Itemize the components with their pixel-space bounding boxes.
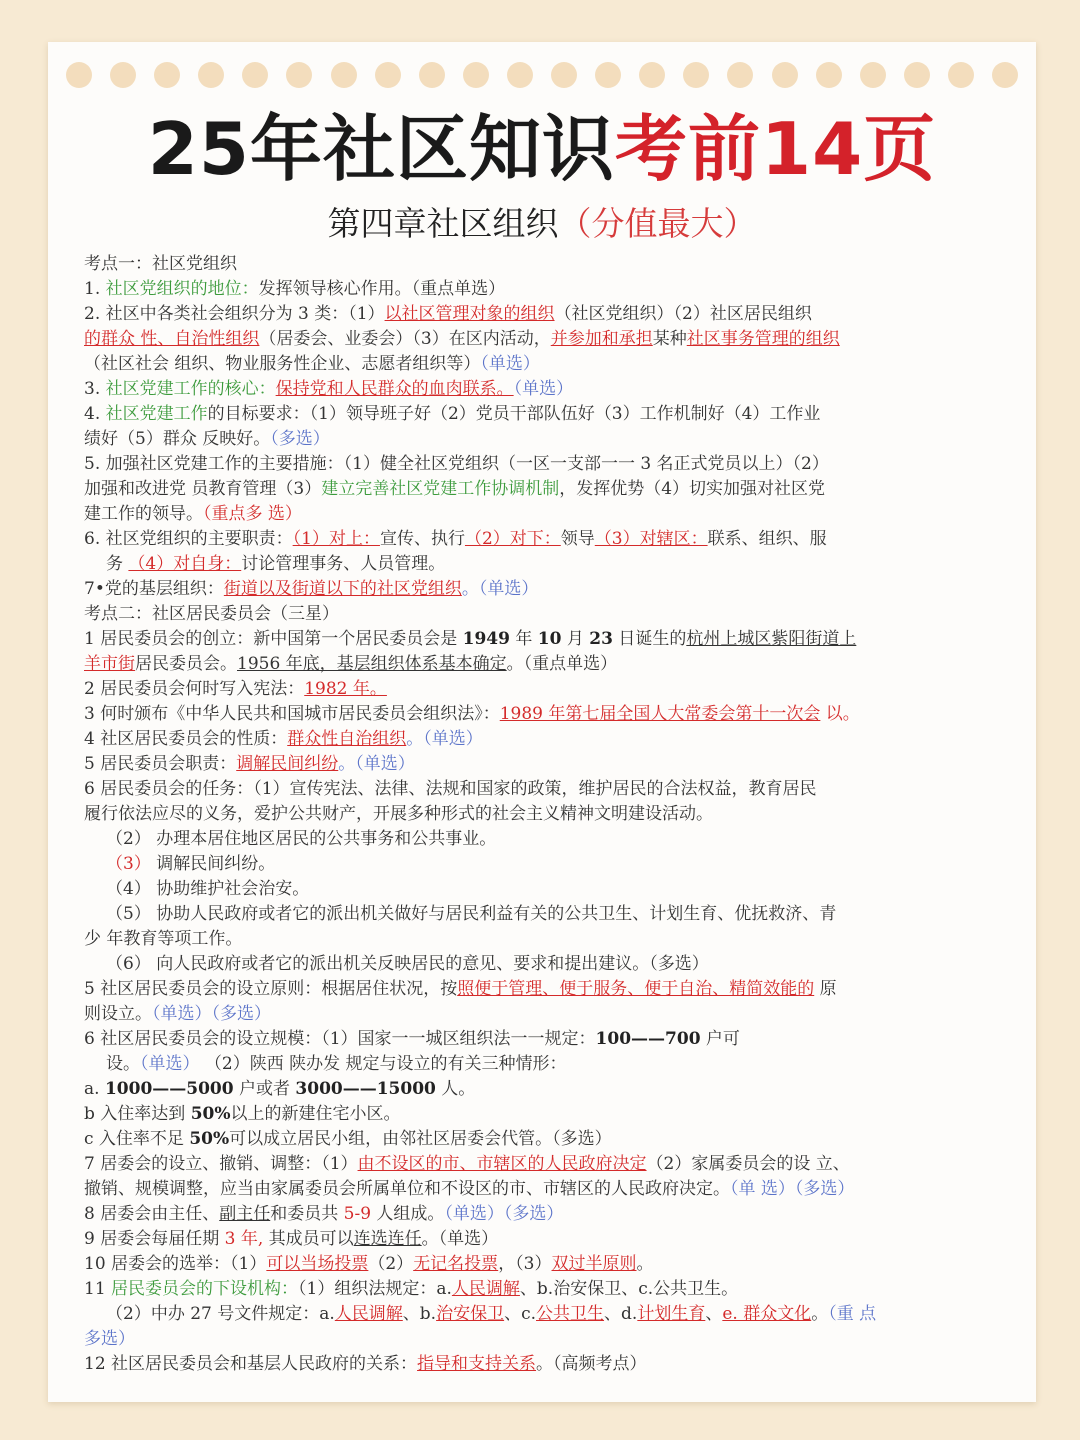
binder-hole [683, 62, 709, 88]
note-text: （重点多 选） [203, 504, 302, 524]
note-text: 加强和改进党 员教育管理（3） [84, 479, 322, 499]
note-text: 。 [811, 1304, 829, 1324]
note-text: 则设立。 [84, 1004, 152, 1024]
note-line [84, 1302, 1024, 1327]
note-text: 4. [84, 404, 106, 424]
note-text: 群众性自治组织 [287, 729, 407, 749]
note-text: ，（3） [498, 1254, 552, 1274]
note-text: 讨论管理事务、人员管理。 [241, 554, 446, 574]
note-text: 3. [84, 379, 106, 399]
note-text: （2）对下： [464, 529, 561, 549]
note-text: 、b. [402, 1304, 437, 1324]
note-line [84, 652, 1024, 677]
note-text: （6） 向人民政府或者它的派出机关反映居民的意见、要求和提出建议。（多选） [106, 954, 709, 974]
note-text: ，发挥优势（4）切实加强对社区党 [559, 479, 826, 499]
note-text: 。（高频考点） [536, 1354, 647, 1374]
note-text: 考点一：社区党组织 [84, 254, 237, 274]
note-line [84, 902, 1024, 927]
note-line [84, 1102, 1024, 1127]
note-text: 计划生育 [637, 1304, 706, 1324]
note-line [84, 677, 1024, 702]
note-text: 领导 [560, 529, 595, 549]
note-text: 年 [509, 629, 538, 649]
note-text: （重 点 [828, 1304, 877, 1324]
note-line [84, 552, 1024, 577]
note-text: 、b.治安保卫、c.公共卫生。 [519, 1279, 739, 1299]
note-text: 7•党的基层组织： [84, 579, 224, 599]
note-line [84, 852, 1024, 877]
note-text: 3 年, [224, 1229, 264, 1249]
note-text: 10 [537, 629, 562, 649]
binder-hole [772, 62, 798, 88]
note-text: 少 年教育等项工作。 [84, 929, 243, 949]
note-text: 100——700 [595, 1029, 701, 1049]
title-main: 25年社区知识 [147, 107, 615, 191]
binder-hole [419, 62, 445, 88]
note-text: c 入住率不足 [84, 1129, 190, 1149]
note-text: 履行依法应尽的义务，爱护公共财产，开展多种形式的社会主义精神文明建设活动。 [84, 804, 713, 824]
notes-body [84, 252, 1024, 1377]
note-text: 建工作的领导。 [84, 504, 203, 524]
note-text: 。（重点单选） [506, 654, 618, 674]
note-text: 某种 [652, 329, 687, 349]
note-text: 建立完善社区党建工作协调机制 [321, 479, 560, 499]
note-text: 1989 年第七届全国人大常委会第十一次会 [499, 704, 821, 724]
note-text: 无记名投票 [413, 1254, 499, 1274]
note-text: （1）组织法规定：a. [298, 1279, 452, 1299]
note-text: （多选） [270, 429, 330, 449]
note-text: 以社区管理对象的组织 [384, 304, 555, 324]
note-text: 户或者 [233, 1079, 296, 1099]
note-line [84, 727, 1024, 752]
note-text: 考点二：社区居民委员会（三星） [84, 604, 339, 624]
note-text: （单选）（多选） [152, 1004, 271, 1024]
note-text: 1 居民委员会的创立：新中国第一个居民委员会是 [84, 629, 463, 649]
note-text: 社区党建工作的核心： [105, 379, 276, 399]
note-text: 务 [106, 554, 129, 574]
binder-hole [375, 62, 401, 88]
binder-hole [551, 62, 577, 88]
note-text: 1982 年。 [304, 679, 387, 699]
note-text: （社区社会 组织、物业服务性企业、志愿者组织等） [84, 354, 481, 374]
binder-hole [198, 62, 224, 88]
note-text: 6. 社区党组织的主要职责： [84, 529, 293, 549]
note-text: （2）中办 27 号文件规定：a. [106, 1304, 335, 1324]
note-text: 人民调解 [334, 1304, 403, 1324]
note-text: （单选） [140, 1054, 200, 1074]
note-text: （单选） [480, 354, 540, 374]
note-text: （1）对上： [292, 529, 380, 549]
note-text: （4） 协助维护社会治安。 [106, 879, 310, 899]
note-text: 1956 年底，基层组织体系基本确定 [237, 654, 507, 674]
note-text: 照便于管理、便于服务、便于自治、精简效能的 [457, 979, 815, 999]
note-text: 可以成立居民小组，由邻社区居委会代管。（多选） [229, 1129, 612, 1149]
note-line [84, 427, 1024, 452]
binder-hole [463, 62, 489, 88]
note-text: 的群众 性、自治性组织 [84, 329, 260, 349]
binder-hole [110, 62, 136, 88]
page-title [48, 104, 1036, 194]
note-text: 50% [189, 1129, 230, 1149]
note-text: （单选）（多选） [444, 1204, 564, 1224]
note-text: （2） [368, 1254, 414, 1274]
note-line [84, 1152, 1024, 1177]
binder-hole [860, 62, 886, 88]
note-text: 5-9 [343, 1204, 372, 1224]
note-text: 户可 [700, 1029, 740, 1049]
note-text: 发挥领导核心作用。（重点单选） [258, 279, 506, 299]
note-line [84, 752, 1024, 777]
note-text: 人民调解 [451, 1279, 520, 1299]
binder-holes [66, 62, 1018, 88]
note-text: 由不设区的市、市辖区的人民政府决定 [357, 1154, 647, 1174]
note-line [84, 327, 1024, 352]
note-text: 指导和支持关系 [417, 1354, 537, 1374]
note-text: 以。 [820, 704, 860, 724]
note-text: 月 [561, 629, 590, 649]
note-line [84, 1127, 1024, 1152]
note-text: 。（单选） [421, 1229, 499, 1249]
note-line [84, 927, 1024, 952]
note-line [84, 1177, 1024, 1202]
note-line [84, 802, 1024, 827]
note-text: 1000——5000 [104, 1079, 234, 1099]
note-line [84, 1027, 1024, 1052]
binder-hole [154, 62, 180, 88]
note-line [84, 777, 1024, 802]
note-text: 调解民间纠纷。 [150, 854, 276, 874]
binder-hole [286, 62, 312, 88]
chapter-title: 第四章社区组织 [327, 204, 559, 243]
note-text: 10 居委会的选举：（1） [84, 1254, 267, 1274]
title-highlight: 考前14页 [615, 107, 937, 191]
note-text: 1949 [462, 629, 510, 649]
note-line [84, 577, 1024, 602]
note-text: 2 居民委员会何时写入宪法： [84, 679, 305, 699]
note-text: 人。 [435, 1079, 476, 1099]
note-text: 。（单选） [406, 729, 483, 749]
note-text: 、 [705, 1304, 723, 1324]
note-text: 1. [84, 279, 106, 299]
note-line [84, 602, 1024, 627]
note-text: 6 居民委员会的任务：（1）宣传宪法、法律、法规和国家的政策，维护居民的合法权益，教育居民 [84, 779, 817, 799]
note-text: 5. 加强社区党建工作的主要措施：（1）健全社区党组织（一区一支部一一 3 名正式党员以上）（2） [84, 454, 829, 474]
note-text: 以上的新建住宅小区。 [230, 1104, 401, 1124]
note-text: 。（单选） [338, 754, 415, 774]
note-text: 街道以及街道以下的社区党组织 [223, 579, 462, 599]
note-line [84, 452, 1024, 477]
note-text: 11 [84, 1279, 112, 1299]
note-text: 3000——15000 [295, 1079, 436, 1099]
note-text: 8 居委会由主任、 [84, 1204, 220, 1224]
note-text: 3 何时颁布《中华人民共和国城市居民委员会组织法》： [84, 704, 500, 724]
note-line [84, 627, 1024, 652]
note-text: 23 [589, 629, 613, 649]
note-text: （3）对辖区： [594, 529, 708, 549]
note-text: 人组成。 [371, 1204, 445, 1224]
note-line [84, 302, 1024, 327]
binder-hole [331, 62, 357, 88]
note-text: 5 居民委员会职责： [84, 754, 237, 774]
notebook-page [48, 42, 1036, 1402]
note-text: 公共卫生 [536, 1304, 605, 1324]
note-text: 撤销、规模调整，应当由家属委员会所属单位和不设区的市、市辖区的人民政府决定。 [84, 1179, 730, 1199]
note-text: （2）家属委员会的设 立、 [646, 1154, 850, 1174]
note-line [84, 1202, 1024, 1227]
note-line [84, 977, 1024, 1002]
note-text: 并参加和承担 [550, 329, 653, 349]
note-text: 居民委员会。 [135, 654, 237, 674]
chapter-heading [48, 202, 1036, 246]
note-text: 宣传、执行 [379, 529, 465, 549]
note-text: 保持党和人民群众的血肉联系。 [275, 379, 514, 399]
note-text: （社区党组织）（2）社区居民组织 [554, 304, 812, 324]
note-text: 、d. [604, 1304, 638, 1324]
note-text: 、c. [504, 1304, 537, 1324]
note-text: 绩好（5）群众 反映好。 [84, 429, 271, 449]
note-text: 连选连任 [353, 1229, 422, 1249]
note-text: 9 居委会每届任期 [84, 1229, 225, 1249]
note-line [84, 527, 1024, 552]
note-line [84, 1277, 1024, 1302]
note-text: 原 [814, 979, 837, 999]
note-line [84, 1327, 1024, 1352]
note-line [84, 277, 1024, 302]
note-text: 6 社区居民委员会的设立规模：（1）国家一一城区组织法一一规定： [84, 1029, 596, 1049]
note-line [84, 502, 1024, 527]
binder-hole [992, 62, 1018, 88]
binder-hole [507, 62, 533, 88]
note-text: 。（单选） [461, 579, 539, 599]
note-text: 治安保卫 [436, 1304, 505, 1324]
note-line [84, 377, 1024, 402]
note-text: 调解民间纠纷 [236, 754, 339, 774]
note-text: 其成员可以 [263, 1229, 354, 1249]
note-line [84, 402, 1024, 427]
binder-hole [242, 62, 268, 88]
note-text: （居委会、业委会）（3）在区内活动， [259, 329, 551, 349]
note-line [84, 1252, 1024, 1277]
note-text: 双过半原则 [551, 1254, 637, 1274]
note-text: 50% [190, 1104, 231, 1124]
note-text: 居民委员会的下设机构： [111, 1279, 299, 1299]
note-line [84, 877, 1024, 902]
note-text: 日诞生的 [612, 629, 687, 649]
note-line [84, 1227, 1024, 1252]
binder-hole [595, 62, 621, 88]
chapter-note: （分值最大） [558, 204, 757, 243]
note-text: 设。 [106, 1054, 140, 1074]
binder-hole [816, 62, 842, 88]
note-text: （单选） [513, 379, 574, 399]
note-text: （4）对自身： [128, 554, 242, 574]
note-line [84, 952, 1024, 977]
note-text: 联系、组织、服 [707, 529, 827, 549]
note-line [84, 702, 1024, 727]
note-text: b 入住率达到 [84, 1104, 191, 1124]
note-line [84, 1002, 1024, 1027]
note-line [84, 1077, 1024, 1102]
note-text: 5 社区居民委员会的设立原则：根据居住状况，按 [84, 979, 458, 999]
note-text: 。 [636, 1254, 654, 1274]
note-text: 多选） [84, 1329, 135, 1349]
note-line [84, 477, 1024, 502]
note-line [84, 827, 1024, 852]
note-text: 杭州上城区紫阳街道上 [686, 629, 857, 649]
note-text: 2. 社区中各类社会组织分为 3 类：（1） [84, 304, 385, 324]
note-text: 7 居委会的设立、撤销、调整：（1） [84, 1154, 358, 1174]
note-text: 4 社区居民委员会的性质： [84, 729, 288, 749]
note-text: 的目标要求：（1）领导班子好（2）党员干部队伍好（3）工作机制好（4）工作业 [207, 404, 821, 424]
note-line [84, 1352, 1024, 1377]
note-line [84, 1052, 1024, 1077]
binder-hole [727, 62, 753, 88]
binder-hole [66, 62, 92, 88]
note-text: 可以当场投票 [266, 1254, 369, 1274]
note-text: 12 社区居民委员会和基层人民政府的关系： [84, 1354, 418, 1374]
note-text: e. 群众文化 [722, 1304, 812, 1324]
note-line [84, 352, 1024, 377]
note-text: （5） 协助人民政府或者它的派出机关做好与居民利益有关的公共卫生、计划生育、优抚救济、青 [106, 904, 837, 924]
note-text: 和委员共 [270, 1204, 344, 1224]
note-text: 社区党建工作 [105, 404, 208, 424]
binder-hole [639, 62, 665, 88]
note-text: （3） [106, 854, 151, 874]
note-text: 副主任 [219, 1204, 271, 1224]
note-text: a. [84, 1079, 105, 1099]
note-text: （单 选）（多选） [730, 1179, 855, 1199]
note-line [84, 252, 1024, 277]
binder-hole [948, 62, 974, 88]
note-text: （2） 办理本居住地区居民的公共事务和公共事业。 [106, 829, 497, 849]
note-text: 羊市街 [84, 654, 135, 674]
note-text: 社区事务管理的组织 [686, 329, 840, 349]
binder-hole [904, 62, 930, 88]
note-text: 社区党组织的地位： [105, 279, 259, 299]
note-text: （2）陕西 陕办发 规定与设立的有关三种情形： [199, 1054, 567, 1074]
